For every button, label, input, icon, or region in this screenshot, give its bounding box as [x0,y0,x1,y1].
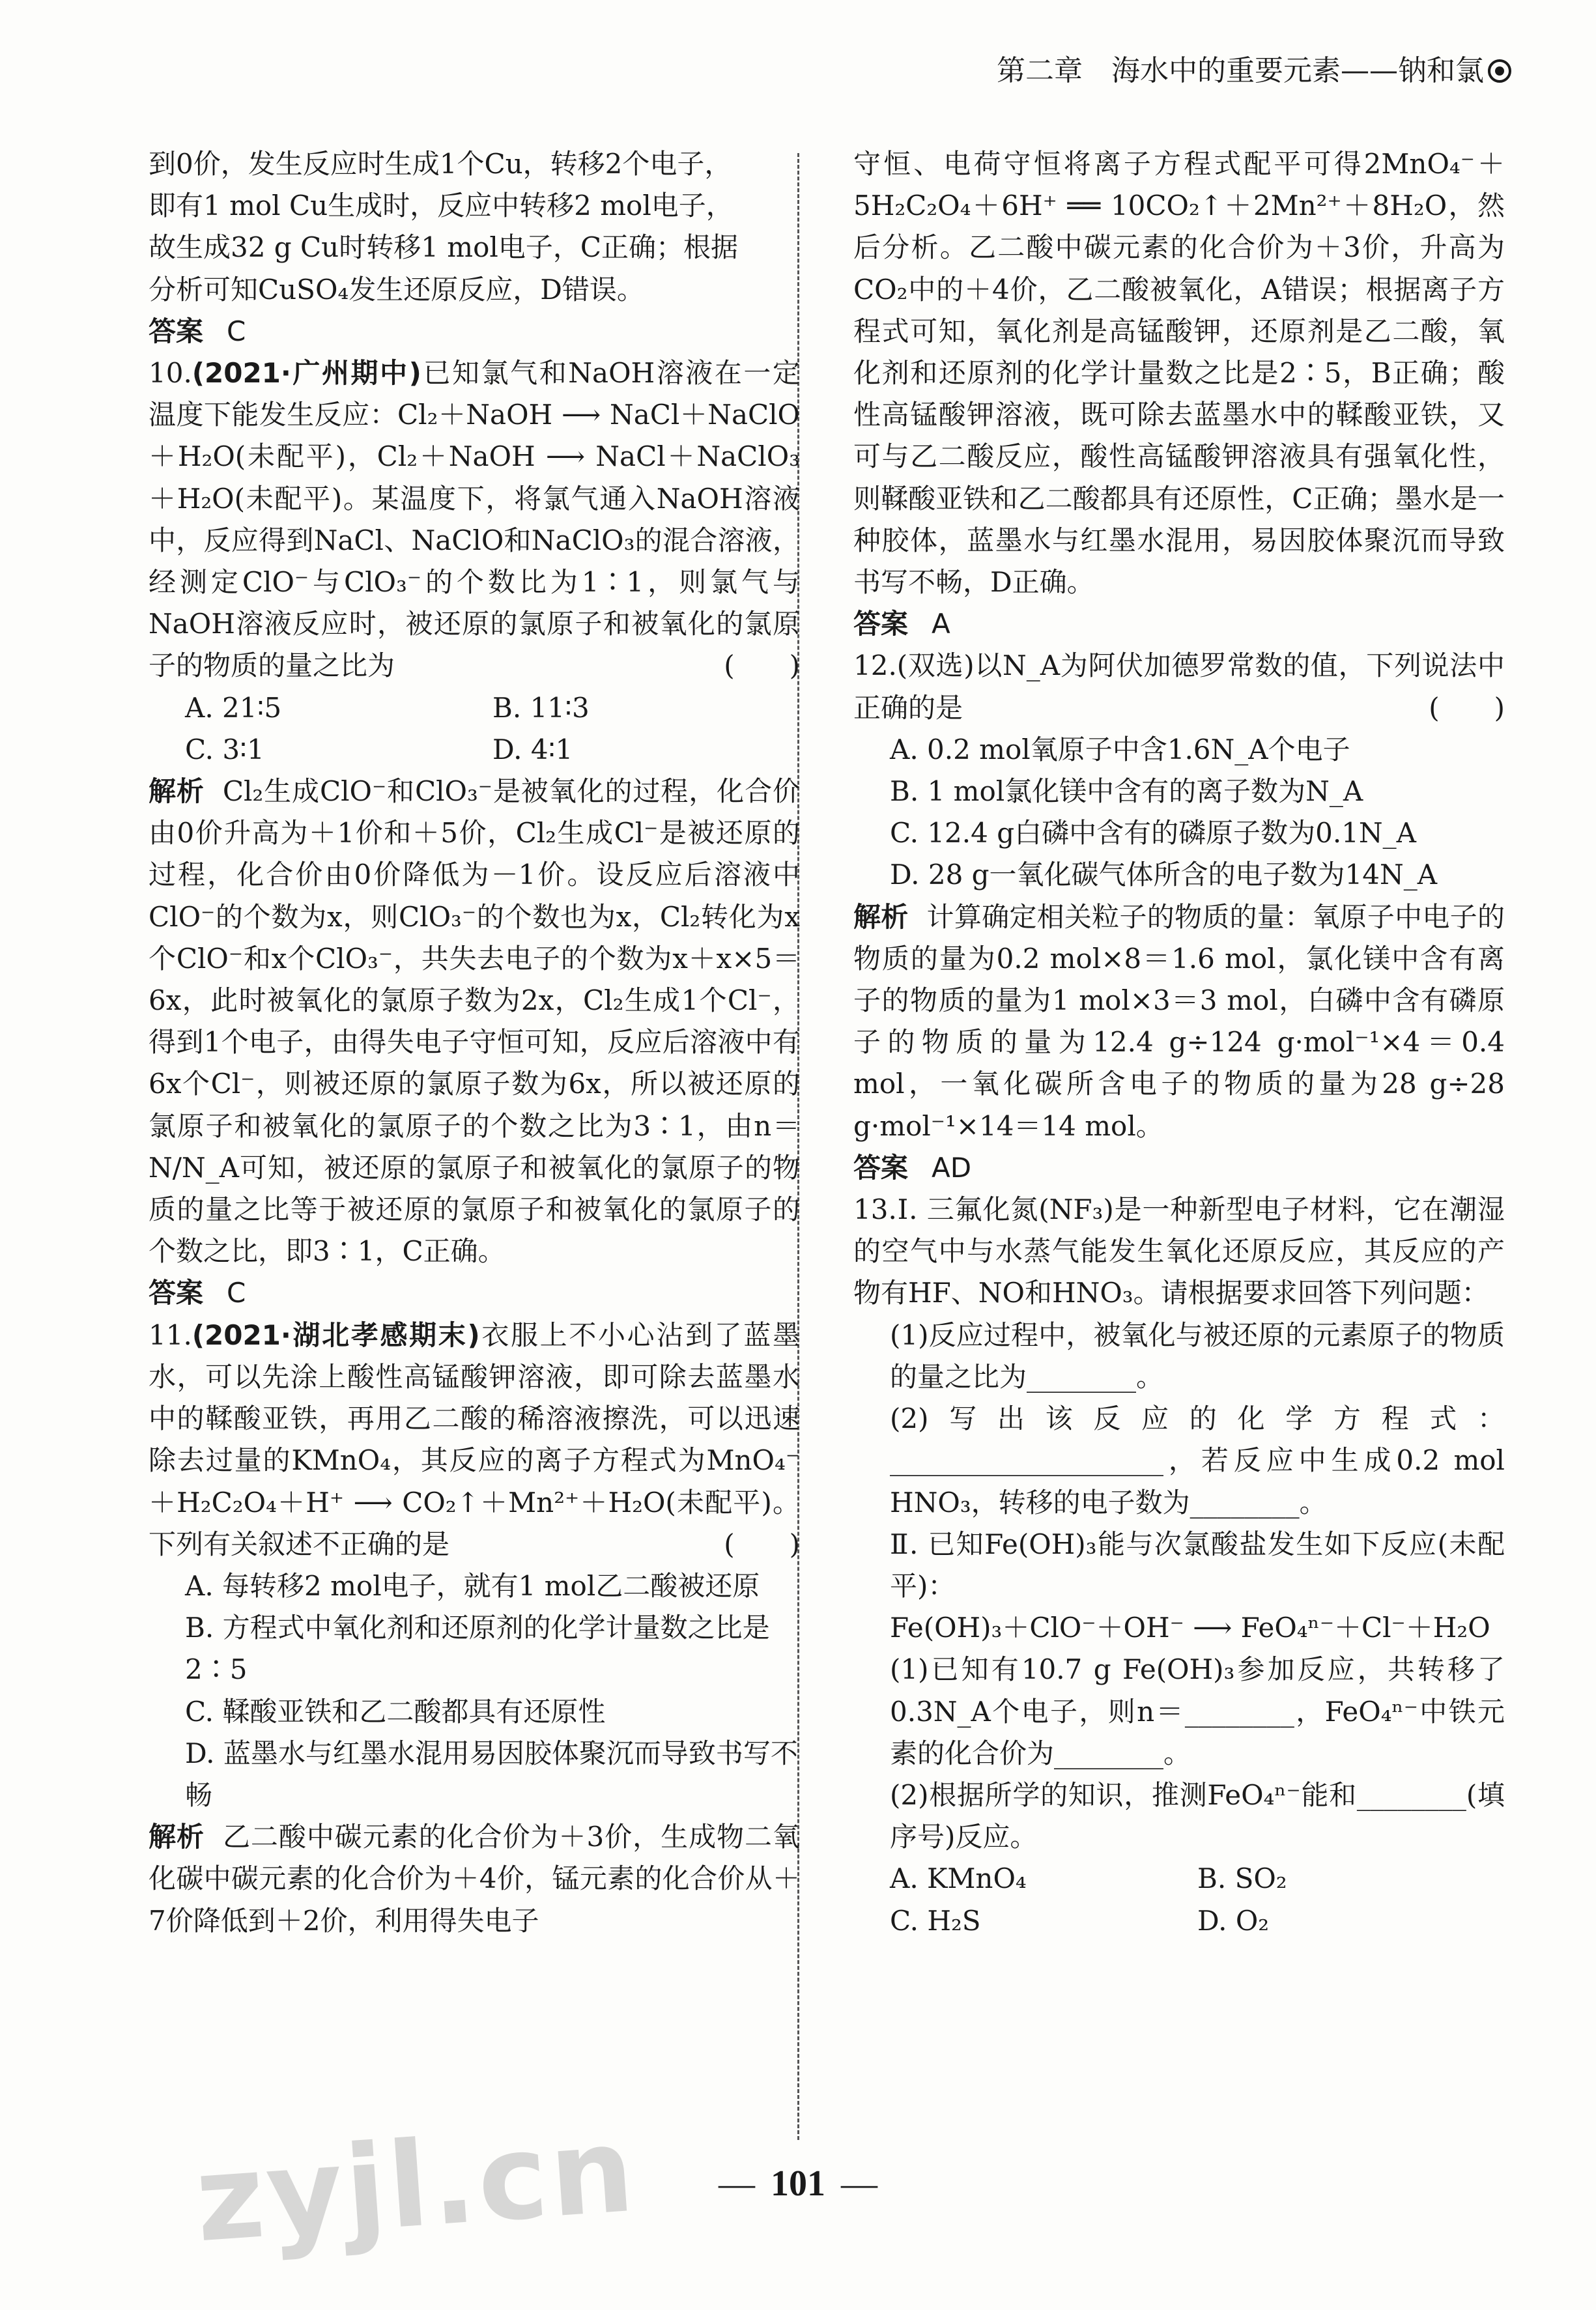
answer-value: A [932,608,950,640]
intro-line: 分析可知CuSO₄发生还原反应，D错误。 [149,273,644,306]
analysis-continued: 守恒、电荷守恒将离子方程式配平可得2MnO₄⁻＋5H₂C₂O₄＋6H⁺ ══ 10CO₂↑＋2Mn²⁺＋8H₂O，然后分析。乙二酸中碳元素的化合价为＋3价，升高为CO₂中的＋4价，乙二酸被氧化，A错误；根据离子方程式可知，氧化剂是高锰酸钾，还原剂是乙二酸，氧化剂和还原剂的化学计量数之比是2∶5，B正确；酸性高锰酸钾溶液，既可除去蓝墨水中的鞣酸亚铁，又可与乙二酸反应，酸性高锰酸钾溶液具有强氧化性，则鞣酸亚铁和乙二酸都具有还原性，C正确；墨水是一种胶体，蓝墨水与红墨水混用，易因胶体聚沉而导致书写不畅，D正确。 [853,148,1505,599]
analysis-label: 解析 [149,775,205,808]
question-source: (2021·湖北孝感期末) [192,1319,480,1351]
option-c: C. 3∶1 [185,733,264,765]
footer-dash-right: — [841,2163,877,2204]
option-b: B. 11∶3 [492,691,590,724]
part1-question-1: (1)反应过程中，被氧化与被还原的元素原子的物质的量之比为________。 [890,1319,1505,1393]
options-row [149,729,800,771]
answer-label: 答案 [149,315,204,347]
answer-bracket: ( ) [1429,691,1505,724]
question-number: 12. [853,649,897,682]
question-number: 11. [149,1319,192,1351]
analysis-text: 计算确定相关粒子的物质的量：氧原子中电子的物质的量为0.2 mol×8＝1.6 mol，氯化镁中含有离子的物质的量为1 mol×3＝3 mol，白磷中含有磷原子的物质的量为12.4 g÷124 g·mol⁻¹×4＝0.4 mol，一氧化碳所含电子的物质的量为28 g÷28 g·mol⁻¹×14＝14 mol。 [853,900,1505,1142]
analysis-text: Cl₂生成ClO⁻和ClO₃⁻是被氧化的过程，化合价由0价升高为＋1价和＋5价，Cl₂生成Cl⁻是被还原的过程，化合价由0价降低为－1价。设反应后溶液中ClO⁻的个数为x，则ClO₃⁻的个数也为x，Cl₂转化为x个ClO⁻和x个ClO₃⁻，共失去电子的个数为x＋x×5＝6x，此时被氧化的氯原子数为2x，Cl₂生成1个Cl⁻，得到1个电子，由得失电子守恒可知，反应后溶液中有6x个Cl⁻，则被还原的氯原子数为6x，所以被还原的氯原子和被氧化的氯原子的个数之比为3∶1，由n＝N/N_A可知，被还原的氯原子和被氧化的氯原子的物质的量之比等于被还原的氯原子和被氧化的氯原子的个数之比，即3∶1，C正确。 [149,775,800,1268]
analysis-text: 乙二酸中碳元素的化合价为＋3价，生成物二氧化碳中碳元素的化合价为＋4价，锰元素的化合价从＋7价降低到＋2价，利用得失电子 [149,1821,800,1937]
option-d: D. O₂ [1197,1904,1270,1937]
answer-bracket: ( ) [724,649,800,682]
part2-question-1: (1)已知有10.7 g Fe(OH)₃参加反应，共转移了0.3N_A个电子，则n＝________，FeO₄ⁿ⁻中铁元素的化合价为________。 [890,1653,1505,1769]
option-d: D. 4∶1 [492,733,573,765]
part2-stem: Ⅱ. 已知Fe(OH)₃能与次氯酸盐发生如下反应(未配平)： [890,1528,1505,1602]
question-stem: (双选)以N_A为阿伏加德罗常数的值，下列说法中正确的是 [853,649,1505,724]
page-number: 101 [771,2163,825,2204]
question-11 [149,1315,800,1942]
option-c: C. H₂S [890,1904,981,1937]
option-a: A. 每转移2 mol电子，就有1 mol乙二酸被还原 [185,1569,760,1602]
option-a: A. KMnO₄ [890,1862,1027,1895]
option-a: A. 0.2 mol氧原子中含1.6N_A个电子 [890,733,1350,765]
circle-dot-icon [1488,59,1511,83]
analysis [149,771,800,1272]
option-b: B. 1 mol氯化镁中含有的离子数为N_A [890,775,1363,808]
option-d: D. 28 g一氧化碳气体所含的电子数为14N_A [890,859,1438,891]
intro-line: 到0价，发生反应时生成1个Cu，转移2个电子， [149,148,732,180]
answer-bracket: ( ) [724,1528,800,1560]
part2-question-2: (2)根据所学的知识，推测FeO₄ⁿ⁻能和________(填序号)反应。 [890,1778,1505,1853]
answer-value: C [227,315,246,347]
answer-value: AD [932,1151,972,1184]
page-footer [0,2163,1596,2204]
option-a: A. 21∶5 [185,691,282,724]
options-row [853,1900,1505,1942]
question-number: 13. [853,1193,897,1226]
intro-line: 即有1 mol Cu生成时，反应中转移2 mol电子， [149,190,734,222]
answer-9 [149,311,800,352]
options-row [853,1858,1505,1900]
question-12 [853,645,1505,1189]
answer-label: 答案 [149,1277,204,1309]
analysis-label: 解析 [149,1821,205,1853]
part2-equation: Fe(OH)₃＋ClO⁻＋OH⁻ ⟶ FeO₄ⁿ⁻＋Cl⁻＋H₂O [890,1612,1490,1644]
intro-line: 故生成32 g Cu时转移1 mol电子，C正确；根据 [149,231,738,264]
chapter-header [899,47,1511,112]
chapter-title: 第二章 海水中的重要元素——钠和氯 [997,54,1484,87]
part1-question-2: (2)写出该反应的化学方程式：____________________，若反应中生成0.2 mol HNO₃，转移的电子数为________。 [890,1403,1505,1519]
option-c: C. 鞣酸亚铁和乙二酸都具有还原性 [185,1695,606,1728]
analysis [853,896,1505,1147]
option-c: C. 12.4 g白磷中含有的磷原子数为0.1N_A [890,817,1416,849]
question-13 [853,1189,1505,1942]
question-stem: 衣服上不小心沾到了蓝墨水，可以先涂上酸性高锰酸钾溶液，即可除去蓝墨水中的鞣酸亚铁，再用乙二酸的稀溶液擦洗，可以迅速除去过量的KMnO₄，其反应的离子方程式为MnO₄⁻＋H₂C₂O₄＋H⁺ ⟶ CO₂↑＋Mn²⁺＋H₂O(未配平)。下列有关叙述不正确的是 [149,1319,800,1560]
right-column [853,143,1505,2137]
watermark: zyjl.cn [191,2102,641,2269]
answer-10 [149,1272,800,1314]
answer-12 [853,1147,1505,1189]
part1-stem: Ⅰ. 三氟化氮(NF₃)是一种新型电子材料，它在潮湿的空气中与水蒸气能发生氧化还原反应，其反应的产物有HF、NO和HNO₃。请根据要求回答下列问题： [853,1193,1505,1309]
footer-dash-left: — [719,2163,755,2204]
left-column [149,143,800,2137]
answer-label: 答案 [853,1151,909,1184]
question-stem: 已知氯气和NaOH溶液在一定温度下能发生反应：Cl₂＋NaOH ⟶ NaCl＋NaClO＋H₂O(未配平)，Cl₂＋NaOH ⟶ NaCl＋NaClO₃＋H₂O(未配平)。某温度下，将氯气通入NaOH溶液中，反应得到NaCl、NaClO和NaClO₃的混合溶液，经测定ClO⁻与ClO₃⁻的个数比为1∶1，则氯气与NaOH溶液反应时，被还原的氯原子和被氧化的氯原子的物质的量之比为 [149,357,800,682]
analysis-label: 解析 [853,900,909,933]
option-d: D. 蓝墨水与红墨水混用易因胶体聚沉而导致书写不畅 [185,1737,798,1811]
question-number: 10. [149,357,192,390]
question-source: (2021·广州期中) [192,357,421,390]
option-b: B. SO₂ [1197,1862,1287,1895]
answer-11 [853,603,1505,645]
answer-value: C [227,1277,246,1309]
analysis [149,1816,800,1942]
option-b: B. 方程式中氧化剂和还原剂的化学计量数之比是2∶5 [185,1612,770,1686]
question-10 [149,352,800,1315]
answer-label: 答案 [853,608,909,640]
options-row [149,687,800,729]
